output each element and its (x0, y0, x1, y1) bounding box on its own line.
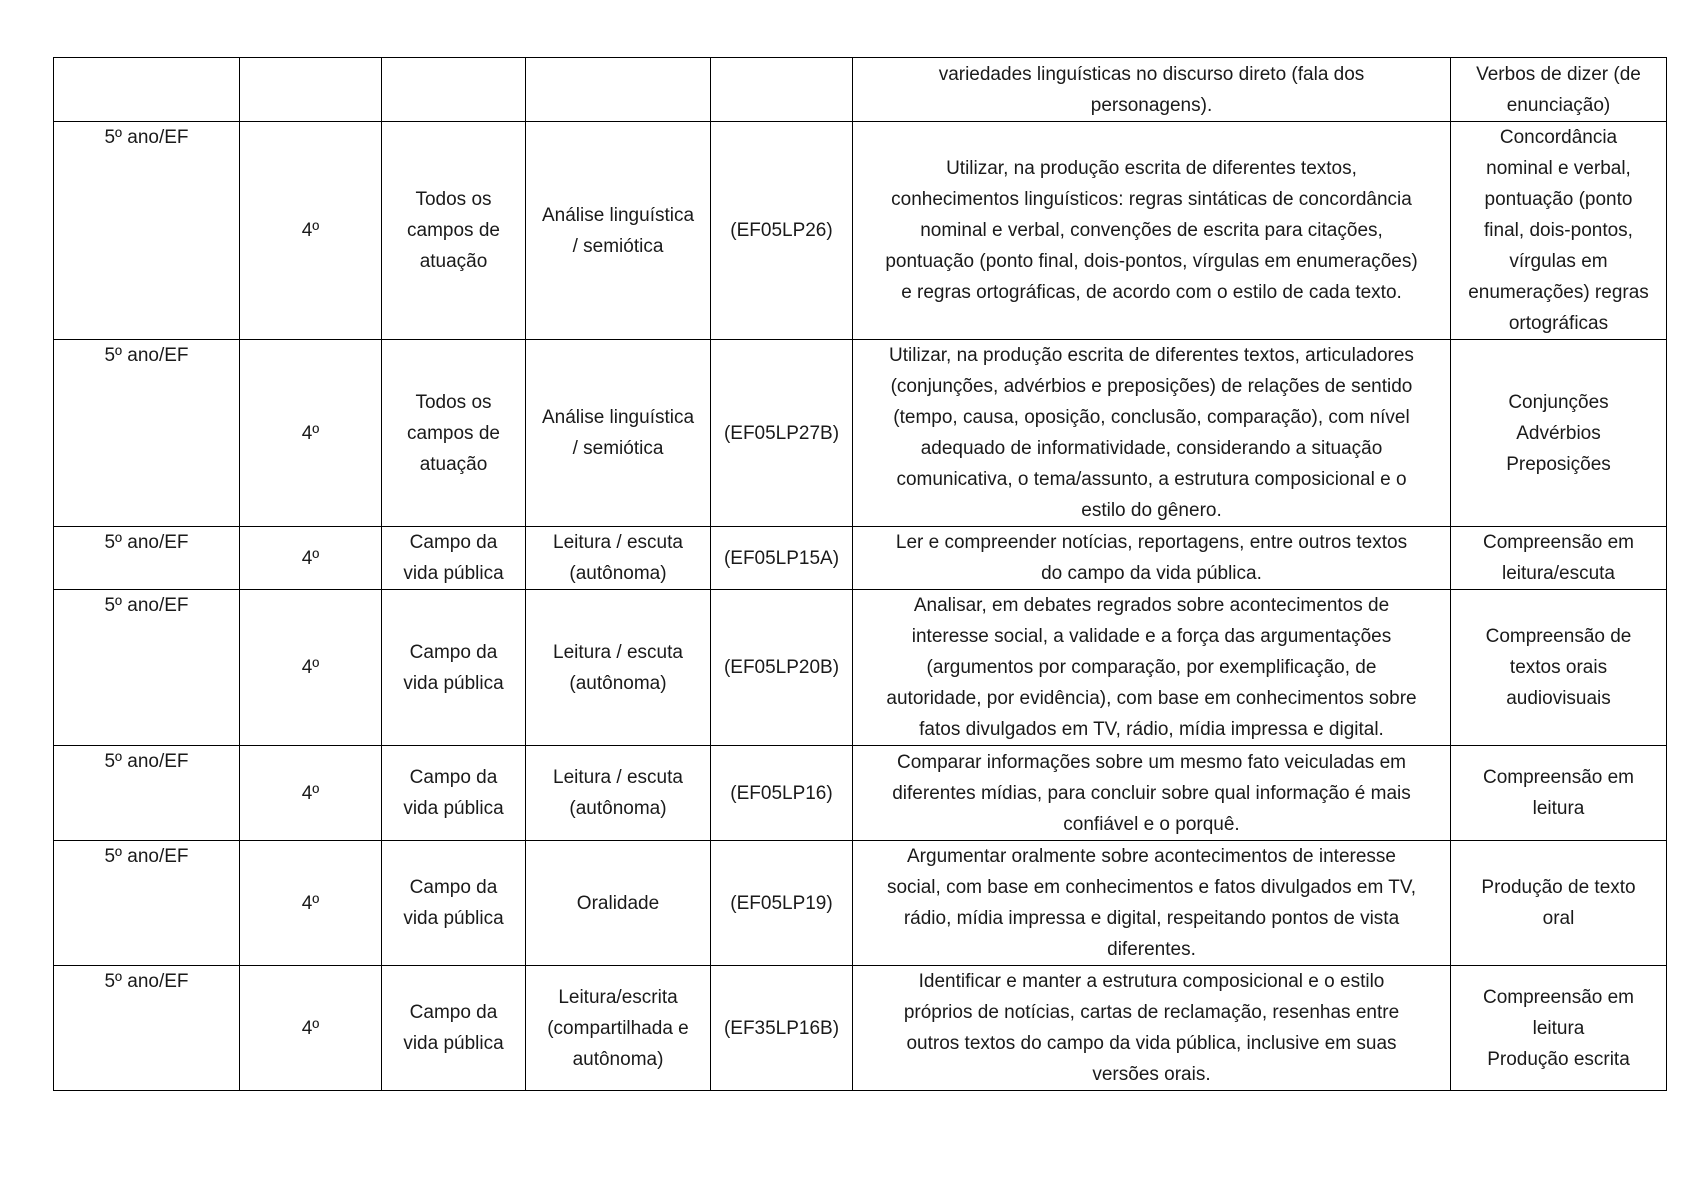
skill-code-cell: (EF05LP19) (711, 841, 853, 966)
knowledge-object-cell: Verbos de dizer (de enunciação) (1451, 58, 1667, 122)
skill-description-cell: Comparar informações sobre um mesmo fato veiculadas em diferentes mídias, para concluir sobre qual informação é mais confiável e o porquê. (853, 746, 1451, 841)
knowledge-object-cell: Conjunções Advérbios Preposições (1451, 340, 1667, 527)
table-row (54, 841, 1667, 966)
skill-code-cell: (EF05LP15A) (711, 527, 853, 590)
knowledge-object-cell: Compreensão em leitura/escuta (1451, 527, 1667, 590)
skill-description-cell: Analisar, em debates regrados sobre acontecimentos de interesse social, a validade e a força das argumentações (argumentos por comparação, por exemplificação, de autoridade, por evidência), com base em conhecimentos sobre fatos divulgados em TV, rádio, mídia impressa e digital. (853, 590, 1451, 746)
practice-cell: Análise linguística / semiótica (526, 340, 711, 527)
bimester-cell: 4º (240, 527, 382, 590)
year-cell: 5º ano/EF (54, 841, 240, 966)
bimester-cell: 4º (240, 590, 382, 746)
knowledge-object-cell: Compreensão de textos orais audiovisuais (1451, 590, 1667, 746)
field-of-action-cell: Campo da vida pública (382, 527, 526, 590)
year-cell: 5º ano/EF (54, 590, 240, 746)
practice-cell: Leitura / escuta (autônoma) (526, 590, 711, 746)
field-of-action-cell: Todos os campos de atuação (382, 340, 526, 527)
year-cell: 5º ano/EF (54, 966, 240, 1091)
year-cell: 5º ano/EF (54, 527, 240, 590)
bimester-cell: 4º (240, 122, 382, 340)
skill-description-cell: Utilizar, na produção escrita de diferentes textos, articuladores (conjunções, advérbios e preposições) de relações de sentido (tempo, causa, oposição, conclusão, comparação), com nível adequado de informatividade, considerando a situação comunicativa, o tema/assunto, a estrutura composicional e o estilo do gênero. (853, 340, 1451, 527)
skill-description-cell: variedades linguísticas no discurso direto (fala dos personagens). (853, 58, 1451, 122)
table-row (54, 340, 1667, 527)
skill-description-cell: Utilizar, na produção escrita de diferentes textos, conhecimentos linguísticos: regras sintáticas de concordância nominal e verbal, convenções de escrita para citações, pontuação (ponto final, dois-pontos, vírgulas em enumerações) e regras ortográficas, de acordo com o estilo de cada texto. (853, 122, 1451, 340)
skill-description-cell: Ler e compreender notícias, reportagens, entre outros textos do campo da vida pública. (853, 527, 1451, 590)
bimester-cell (240, 58, 382, 122)
year-cell: 5º ano/EF (54, 122, 240, 340)
bimester-cell: 4º (240, 841, 382, 966)
field-of-action-cell: Campo da vida pública (382, 841, 526, 966)
knowledge-object-cell: Compreensão em leitura Produção escrita (1451, 966, 1667, 1091)
practice-cell: Leitura/escrita (compartilhada e autônoma) (526, 966, 711, 1091)
table-row (54, 966, 1667, 1091)
curriculum-table (53, 57, 1667, 1091)
table-row (54, 746, 1667, 841)
bimester-cell: 4º (240, 746, 382, 841)
practice-cell: Leitura / escuta (autônoma) (526, 746, 711, 841)
skill-code-cell (711, 58, 853, 122)
field-of-action-cell: Todos os campos de atuação (382, 122, 526, 340)
field-of-action-cell: Campo da vida pública (382, 746, 526, 841)
field-of-action-cell: Campo da vida pública (382, 966, 526, 1091)
table-row (54, 58, 1667, 122)
table-row (54, 590, 1667, 746)
knowledge-object-cell: Produção de texto oral (1451, 841, 1667, 966)
bimester-cell: 4º (240, 966, 382, 1091)
skill-code-cell: (EF05LP26) (711, 122, 853, 340)
practice-cell: Leitura / escuta (autônoma) (526, 527, 711, 590)
bimester-cell: 4º (240, 340, 382, 527)
table-row (54, 122, 1667, 340)
year-cell (54, 58, 240, 122)
field-of-action-cell (382, 58, 526, 122)
practice-cell: Análise linguística / semiótica (526, 122, 711, 340)
skill-code-cell: (EF35LP16B) (711, 966, 853, 1091)
knowledge-object-cell: Compreensão em leitura (1451, 746, 1667, 841)
skill-description-cell: Identificar e manter a estrutura composicional e o estilo próprios de notícias, cartas de reclamação, resenhas entre outros textos do campo da vida pública, inclusive em suas versões orais. (853, 966, 1451, 1091)
skill-code-cell: (EF05LP27B) (711, 340, 853, 527)
year-cell: 5º ano/EF (54, 746, 240, 841)
year-cell: 5º ano/EF (54, 340, 240, 527)
table-row (54, 527, 1667, 590)
skill-code-cell: (EF05LP20B) (711, 590, 853, 746)
field-of-action-cell: Campo da vida pública (382, 590, 526, 746)
practice-cell (526, 58, 711, 122)
skill-code-cell: (EF05LP16) (711, 746, 853, 841)
knowledge-object-cell: Concordância nominal e verbal, pontuação (ponto final, dois-pontos, vírgulas em enumerações) regras ortográficas (1451, 122, 1667, 340)
skill-description-cell: Argumentar oralmente sobre acontecimentos de interesse social, com base em conhecimentos e fatos divulgados em TV, rádio, mídia impressa e digital, respeitando pontos de vista diferentes. (853, 841, 1451, 966)
practice-cell: Oralidade (526, 841, 711, 966)
